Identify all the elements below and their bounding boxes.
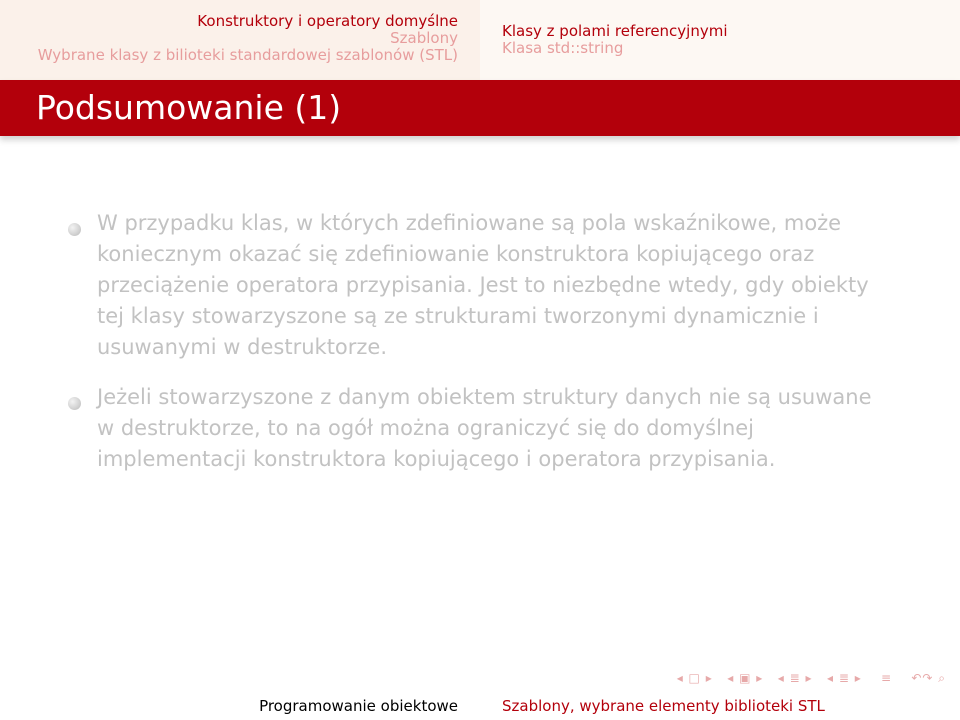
search-icon[interactable]: ⌕ — [938, 671, 946, 685]
bullet-icon — [68, 223, 81, 236]
subsection-icon[interactable]: ▣ — [739, 671, 752, 685]
bullet-text: Jeżeli stowarzyszone z danym obiektem struktury danych nie są usuwane w destruktorze, to na ogół można ograniczyć się do domyślnej implementacji konstruktora kopiującego i operatora przypisania. — [97, 385, 872, 471]
bullet-icon — [68, 397, 81, 410]
beamer-navigation-symbols — [677, 671, 946, 686]
nav-left-arrow-icon[interactable]: ◂ — [777, 671, 785, 685]
nav-left-arrow-icon[interactable]: ◂ — [676, 671, 684, 685]
nav-right-arrow-icon[interactable]: ▸ — [756, 671, 764, 685]
footer-topic-label: Szablony, wybrane elementy biblioteki STL — [502, 697, 825, 715]
slide-title: Podsumowanie (1) — [36, 88, 342, 127]
slide-title-bar — [0, 80, 960, 136]
nav-subsection-std-string[interactable]: Klasa std::string — [502, 39, 624, 57]
nav-subsections-right — [480, 0, 960, 80]
footer-topic — [480, 692, 960, 720]
section-icon[interactable]: ≣ — [838, 671, 850, 685]
footer — [0, 692, 960, 720]
search-back-icon[interactable]: ↶↷ — [911, 671, 934, 685]
header-navigation — [0, 0, 960, 80]
nav-left-arrow-icon[interactable]: ◂ — [826, 671, 834, 685]
section-icon[interactable]: ≣ — [789, 671, 801, 685]
nav-subsection-klasy-referencyjne[interactable]: Klasy z polami referencyjnymi — [502, 22, 728, 40]
nav-section-stl[interactable]: Wybrane klasy z bilioteki standardowej szablonów (STL) — [37, 46, 458, 64]
align-icon[interactable]: ≡ — [881, 671, 893, 685]
nav-section-konstruktory[interactable]: Konstruktory i operatory domyślne — [197, 12, 458, 30]
footer-course — [0, 692, 480, 720]
nav-section-szablony[interactable]: Szablony — [390, 29, 458, 47]
nav-left-arrow-icon[interactable]: ◂ — [727, 671, 735, 685]
nav-right-arrow-icon[interactable]: ▸ — [805, 671, 813, 685]
nav-right-arrow-icon[interactable]: ▸ — [705, 671, 713, 685]
bullet-text: W przypadku klas, w których zdefiniowane są pola wskaźnikowe, może koniecznym okazać się zdefiniowanie konstruktora kopiującego oraz przeciążenie operatora przypisania. Jest to niezbędne wtedy, gdy obiekty tej klasy stowarzyszone są ze strukturami tworzonymi dynamicznie i usuwanymi w destruktorze. — [97, 211, 869, 359]
nav-sections-left — [0, 0, 480, 80]
frame-icon[interactable]: □ — [688, 671, 701, 685]
nav-right-arrow-icon[interactable]: ▸ — [854, 671, 862, 685]
footer-course-label: Programowanie obiektowe — [259, 697, 458, 715]
